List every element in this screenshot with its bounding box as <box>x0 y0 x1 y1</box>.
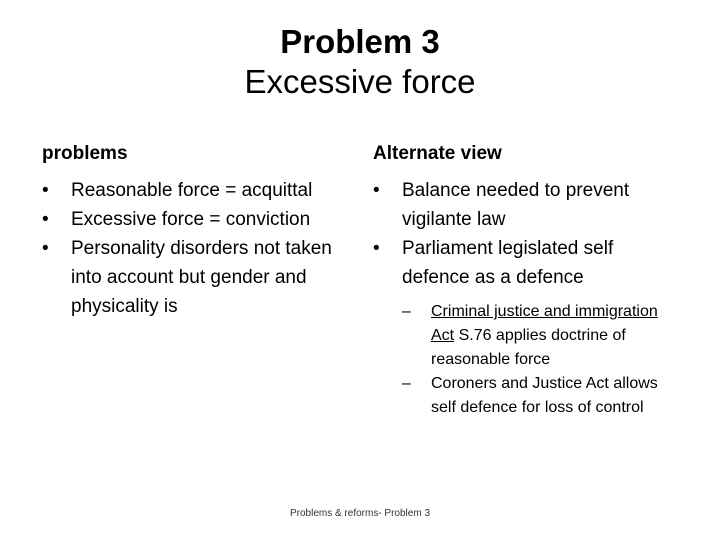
list-item-text: Parliament legislated self defence as a defence <box>402 238 614 288</box>
dash-icon: – <box>402 303 411 320</box>
act-name-underlined: Criminal justice and immigration Act <box>431 303 658 344</box>
bullet-icon: • <box>42 209 49 230</box>
sub-list-item <box>402 300 673 372</box>
list-item-text: Personality disorders not taken into account but gender and physicality is <box>71 238 332 317</box>
sub-list-item-text: Coroners and Justice Act allows self defence for loss of control <box>431 375 658 416</box>
list-item-text: Reasonable force = acquittal <box>71 180 313 201</box>
dash-icon: – <box>402 375 411 392</box>
list-item <box>373 176 673 234</box>
list-item <box>42 205 362 234</box>
problems-heading: problems <box>42 143 128 164</box>
list-item <box>42 176 362 205</box>
list-item <box>373 234 673 420</box>
bullet-icon: • <box>42 238 49 259</box>
list-item <box>42 234 362 321</box>
sub-list-item <box>402 372 673 420</box>
bullet-icon: • <box>373 180 380 201</box>
bullet-icon: • <box>42 180 49 201</box>
title-line-2: Excessive force <box>244 63 476 100</box>
alternate-view-heading: Alternate view <box>373 143 502 164</box>
slide-footer: Problems & reforms- Problem 3 <box>289 508 431 519</box>
title-line-1: Problem 3 <box>280 23 440 60</box>
list-item-text: Balance needed to prevent vigilante law <box>402 180 630 230</box>
alternate-view-list <box>373 176 673 420</box>
bullet-icon: • <box>373 238 380 259</box>
slide-title <box>0 22 720 102</box>
sub-list-item-text: S.76 applies doctrine of reasonable force <box>431 327 626 368</box>
sub-list <box>402 300 673 420</box>
problems-list <box>42 176 362 321</box>
list-item-text: Excessive force = conviction <box>71 209 311 230</box>
